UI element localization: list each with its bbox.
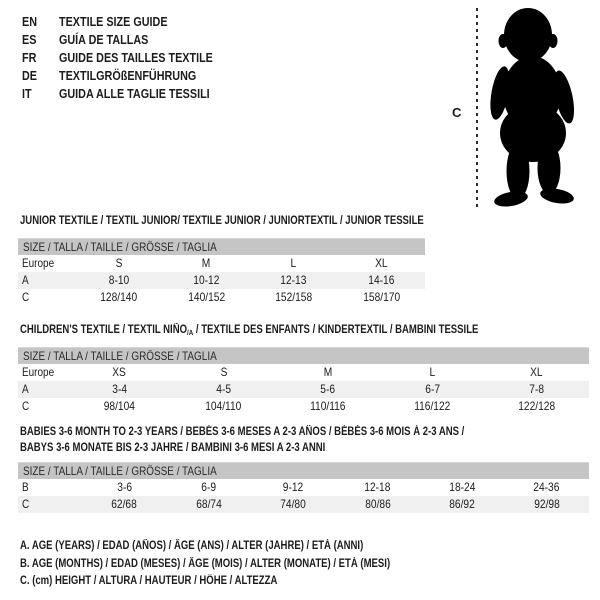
row-label: A <box>22 273 29 287</box>
cell: 152/158 <box>275 290 313 304</box>
cell: 18-24 <box>449 480 476 494</box>
row-label: B <box>22 480 29 494</box>
col-header: XL <box>375 256 388 270</box>
measure-legend <box>20 538 466 591</box>
cell: 68/74 <box>195 497 222 511</box>
cell: 24-36 <box>533 480 560 494</box>
cell: 6-7 <box>425 382 440 396</box>
cell: 4-5 <box>216 382 231 396</box>
cell: 12-18 <box>364 480 391 494</box>
cell: 3-6 <box>116 480 132 494</box>
col-header: XL <box>530 365 544 379</box>
cell: 12-13 <box>280 273 307 287</box>
cell: 116/122 <box>414 399 451 413</box>
lang-row-it <box>22 85 244 103</box>
lang-row-de <box>22 67 244 85</box>
col-header: L <box>429 365 436 379</box>
cell: 158/170 <box>362 290 400 304</box>
table-row-age <box>18 381 589 398</box>
cell: 3-4 <box>111 382 127 396</box>
col-header: S <box>220 365 228 379</box>
legend-line-c: C. (cm) HEIGHT / ALTURA / HAUTEUR / HÖHE / ALTEZZA <box>20 575 278 587</box>
table-row-height <box>18 289 425 306</box>
table-row-age-months <box>18 479 589 496</box>
cell: 98/104 <box>103 399 135 413</box>
lang-label: GUÍA DE TALLAS <box>59 32 149 47</box>
cell: 80/86 <box>364 497 391 511</box>
legend-line-a: A. AGE (YEARS) / EDAD (AÑOS) / ÂGE (ANS) / ALTER (JAHRE) / ETÀ (ANNI) <box>20 540 364 552</box>
babies-table-title: BABIES 3-6 MONTH TO 2-3 YEARS / BEBÉS 3-6 MESES A 2-3 AÑOS / BÉBÉS 3-6 MOIS À 2-3 ANS / BABYS 3-6 MONATE BIS 2-3 JAHRE / BAMBINI 3-6 MESI A 2-3 ANNI <box>20 426 465 454</box>
lang-row-en <box>22 13 244 31</box>
lang-row-fr <box>22 49 244 67</box>
row-label: C <box>22 290 30 304</box>
cell: 128/140 <box>100 290 138 304</box>
babies-size-table <box>18 462 589 513</box>
row-label: C <box>22 399 30 413</box>
table-row-europe <box>18 255 425 272</box>
lang-code: ES <box>22 32 37 47</box>
cell: 6-9 <box>201 480 217 494</box>
cell: 122/128 <box>518 399 556 413</box>
row-label: A <box>22 382 29 396</box>
lang-label: TEXTILGRÖßENFÜHRUNG <box>59 68 197 83</box>
table-row-height <box>18 496 589 513</box>
lang-code: IT <box>22 86 32 101</box>
legend-line-b: B. AGE (MONTHS) / EDAD (MESES) / ÂGE (MOIS) / ALTER (MONATE) / ETÀ (MESI) <box>20 557 391 570</box>
cell: 110/116 <box>310 399 346 413</box>
cell: 9-12 <box>283 480 304 494</box>
children-size-table <box>18 347 589 415</box>
cell: 74/80 <box>280 497 307 511</box>
col-header: M <box>202 256 211 270</box>
size-header-bar: SIZE / TALLA / TAILLE / GRÖSSE / TAGLIA <box>18 238 425 255</box>
lang-code: EN <box>22 14 37 29</box>
cell: 14-16 <box>368 273 395 287</box>
size-header-bar: SIZE / TALLA / TAILLE / GRÖSSE / TAGLIA <box>18 347 589 364</box>
lang-code: DE <box>22 68 37 83</box>
cell: 92/98 <box>533 497 560 511</box>
children-table-title: CHILDREN'S TEXTILE / TEXTIL $NIÑO_{/A}$ / TEXTILE DES ENFANTS / KINDERTEXTIL / BAMBINI TESSILE <box>20 324 479 337</box>
language-list <box>22 13 244 103</box>
lang-code: FR <box>22 50 37 65</box>
col-header: XS <box>112 365 127 379</box>
height-measure-line <box>476 8 478 210</box>
col-header: L <box>290 256 297 270</box>
lang-label: GUIDA ALLE TAGLIE TESSILI <box>59 86 210 101</box>
baby-silhouette-icon <box>483 5 597 209</box>
lang-label: GUIDE DES TAILLES TEXTILE <box>59 50 213 65</box>
row-label: Europe <box>22 256 55 270</box>
cell: 10-12 <box>193 273 220 287</box>
junior-size-table <box>18 238 425 306</box>
table-row-age <box>18 272 425 289</box>
cell: 8-10 <box>108 273 129 287</box>
lang-row-es <box>22 31 244 49</box>
col-header: S <box>115 256 123 270</box>
cell: 140/152 <box>187 290 225 304</box>
table-row-height <box>18 398 589 415</box>
junior-table-title: JUNIOR TEXTILE / TEXTIL JUNIOR/ TEXTILE JUNIOR / JUNIORTEXTIL / JUNIOR TESSILE <box>20 215 424 227</box>
cell: 5-6 <box>320 382 336 396</box>
cell: 104/110 <box>205 399 242 413</box>
cell: 7-8 <box>529 382 545 396</box>
size-header-bar: SIZE / TALLA / TAILLE / GRÖSSE / TAGLIA <box>18 462 589 479</box>
subscript-text: /A <box>187 328 194 337</box>
height-measure-label: C <box>452 105 462 120</box>
cell: 86/92 <box>449 497 476 511</box>
lang-label: TEXTILE SIZE GUIDE <box>59 14 168 29</box>
col-header: M <box>323 365 333 379</box>
table-row-europe <box>18 364 589 381</box>
cell: 62/68 <box>111 497 138 511</box>
row-label: C <box>22 497 30 511</box>
row-label: Europe <box>22 365 55 379</box>
